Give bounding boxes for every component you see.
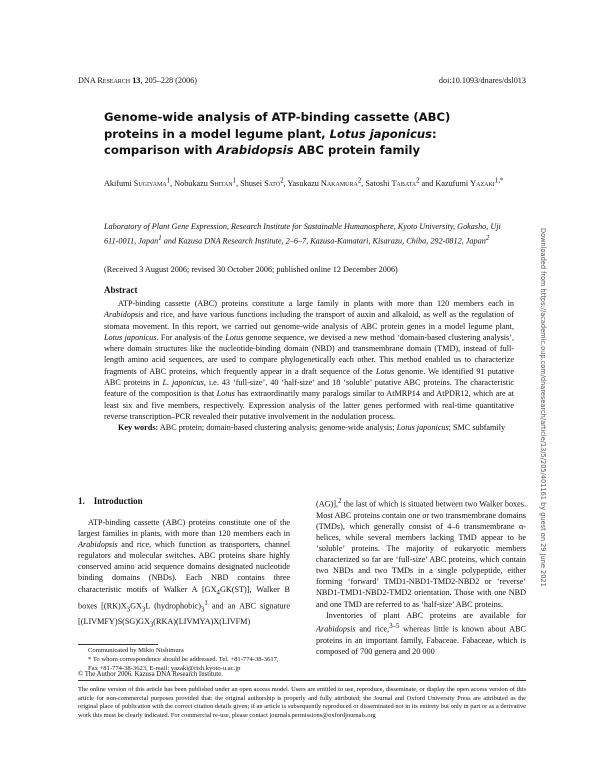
text: whereas little is known about ABC proteins in an important family, Fabaceae. Fabaceae, which is composed of 700 genera and 20 000 xyxy=(316,624,526,656)
download-watermark xyxy=(538,228,548,708)
section-title: Introduction xyxy=(93,496,143,506)
section-number: 1. xyxy=(78,496,85,506)
text-italic: Arabidopsis xyxy=(316,624,356,634)
correspondence-text: To whom correspondence should be addressed. Tel. +81-774-38-3617, Fax +81-774-38-3623, E-mail: yazaki@rish.kyoto-u.ac.jp xyxy=(88,656,279,672)
author-first: Kazufumi xyxy=(435,178,471,188)
author-4 xyxy=(287,179,365,188)
text: and rice, xyxy=(355,624,390,634)
author-3 xyxy=(240,179,287,188)
author-sep: , xyxy=(236,178,241,188)
abs-text: has extraordinarily many paralogs similar to AtMRP14 and AtPDR12, which are at least six and five members, respectively. Expression analysis of the latter genes performed with real-time quantitative reverse transcription–PCR revealed their putative involvement in the nodulation process. xyxy=(104,389,514,421)
open-access-notice: The online version of this article has been published under an open access model. Users are entitled to use, reproduce, disseminate, or display the open access version of this article for non-commercial purposes provided that: the original authorship is properly and fully attributed; the Journal and Oxford University Press are attributed as the original place of publication with the correct citation details given; if an article is subsequently reproduced or disseminated not in its entirety but only in part or as a derivative work this must be clearly indicated. For commercial re-use, please contact journals.permissions@oxfordjournals.org xyxy=(78,686,526,719)
doi-link[interactable]: doi:10.1093/dnares/dsl013 xyxy=(438,76,526,85)
title-species-1: Lotus japonicus xyxy=(329,126,433,141)
abs-text: genome sequence, we devised a new method ‘domain-based clustering analysis’, where domain structures like the nucleotide-binding domain (NBD) and transmembrane domain (TMD), instead of full-length amino acid sequences, are used to compare phylogenetically each other. This method enabled us to characterize fragments of ABC proteins, which frequently appear in a draft sequence of the xyxy=(104,332,515,376)
author-first: Akifumi xyxy=(104,178,134,188)
text: and an ABC signature [(LIVMFY)S(SG)GX xyxy=(78,602,290,626)
citation-ref[interactable]: 2 xyxy=(338,498,342,505)
text: Inventories of plant ABC proteins are available for xyxy=(326,610,526,620)
author-6 xyxy=(435,179,503,188)
intro-paragraph-1-cont xyxy=(316,496,526,610)
open-access-rule xyxy=(78,680,526,681)
author-5 xyxy=(365,179,435,188)
text-italic: Arabidopsis xyxy=(78,540,118,550)
author-last: Tabata xyxy=(391,178,417,188)
text: (AG)], xyxy=(316,499,339,509)
author-sep: , xyxy=(361,178,366,188)
subscript: 3 xyxy=(200,606,205,614)
abs-text: genome. We identified 91 putative ABC proteins in xyxy=(104,366,514,388)
text: L (hydrophobic) xyxy=(145,602,201,612)
affiliation-1: Laboratory of Plant Gene Expression, Research Institute for Sustainable Humanosphere, Kyoto University, Gokasho, Uji 611-0011, Japan xyxy=(104,222,501,246)
journal-volume: 13 xyxy=(132,76,141,85)
author-last: Sugiyama xyxy=(133,178,167,188)
affiliation xyxy=(104,221,514,248)
text: and rice, which function as transporters, channel regulators and molecular switches. ABC proteins share highly conserved amino acid sequence domains designated nucleotide binding domains (NBDs). Each NBD contains three characteristic motifs of Walker A [GX xyxy=(78,540,290,594)
keywords xyxy=(104,422,514,433)
keywords-italic: Lotus japonicus xyxy=(396,423,449,433)
subscript: 3 xyxy=(141,606,146,614)
affiliation-sup-2: 2 xyxy=(485,235,490,242)
text: (RKA)(LIVMYA)X(LIVFM) xyxy=(153,616,251,626)
author-sup: 2 xyxy=(280,177,284,184)
publication-dates: (Received 3 August 2006; revised 30 October 2006; published online 12 December 2006) xyxy=(104,265,398,274)
title-species-2: Arabidopsis xyxy=(216,143,294,157)
author-first: Yasukazu xyxy=(287,178,321,188)
abstract-paragraph xyxy=(104,298,514,422)
citation-ref[interactable]: 3–5 xyxy=(389,622,400,630)
communicated-by: Communicated by Mikio Nishimura xyxy=(88,647,184,654)
text: GX xyxy=(130,602,142,612)
keywords-label: Key words: xyxy=(118,423,159,433)
abs-text: ATP-binding cassette (ABC) proteins constitute a large family in plants with more than 120 members each in xyxy=(118,299,514,308)
author-list xyxy=(104,175,514,190)
footnote-rule xyxy=(78,644,158,645)
abs-text: and rice, and have various functions including the transport of auxin and alkaloid, as well as the regulation of stomata movement. In this report, we carried out genome-wide analysis of ABC protein genes in a model legume plant, xyxy=(104,310,514,331)
keywords-text: ; SMC subfamily xyxy=(448,423,506,433)
abs-italic: Arabidopsis xyxy=(104,310,144,320)
section-heading-introduction xyxy=(78,496,143,506)
journal-pages-year: , 205–228 (2006) xyxy=(140,76,197,85)
title-text-2: : comparison with xyxy=(104,126,437,157)
author-sep: , xyxy=(283,178,288,188)
journal-name: DNA Research xyxy=(78,76,131,85)
author-sep: and xyxy=(419,178,436,188)
abs-italic: Lotus xyxy=(376,366,395,376)
running-header-journal xyxy=(78,76,197,85)
abs-italic: Lotus japonicus xyxy=(104,332,157,342)
author-2 xyxy=(174,179,240,188)
intro-right-column xyxy=(316,496,526,657)
abs-text: . For analysis of the xyxy=(156,332,226,342)
author-sup: 1 xyxy=(166,177,171,184)
affiliation-2: and Kazusa DNA Research Institute, 2–6–7, Kazusa-Kamatari, Kisarazu, Chiba, 292-0812, Japan xyxy=(161,236,486,246)
copyright: © The Author 2006. Kazusa DNA Research Institute. xyxy=(78,671,223,678)
footnote-star: * xyxy=(88,656,92,663)
intro-paragraph-2 xyxy=(316,610,526,657)
download-watermark-text: Downloaded from https://academic.oup.com/dnaresearch/article/13/5/205/401161 by guest on 29 June 2021 xyxy=(539,228,547,587)
author-sup: 2 xyxy=(357,177,362,184)
abstract-heading: Abstract xyxy=(104,285,138,295)
author-sup: 1,* xyxy=(494,177,504,184)
author-sup: 1 xyxy=(232,177,237,184)
subscript: 3 xyxy=(149,621,154,629)
abs-italic: Lotus xyxy=(216,389,235,399)
abs-italic: L. japonicus xyxy=(162,378,204,388)
author-1 xyxy=(104,179,174,188)
abstract-body xyxy=(104,298,514,434)
intro-left-column xyxy=(78,517,290,631)
author-last: Sato xyxy=(264,178,281,188)
affiliation-sup-1: 1 xyxy=(158,235,162,242)
author-first: Satoshi xyxy=(365,178,392,188)
author-last: Nakamura xyxy=(320,178,358,188)
subscript: 4 xyxy=(216,589,220,597)
author-sup: 2 xyxy=(416,177,420,184)
abs-italic: Lotus xyxy=(225,332,244,342)
keywords-text: ABC protein; domain-based clustering analysis; genome-wide analysis; xyxy=(158,423,397,433)
author-sep: , xyxy=(170,178,175,188)
author-first: Shusei xyxy=(240,178,265,188)
intro-paragraph-1 xyxy=(78,517,290,631)
author-first: Nobukazu xyxy=(174,178,210,188)
title-text-1: Genome-wide analysis of ATP-binding cassette (ABC) proteins in a model legume plant, xyxy=(104,110,451,141)
text: the last of which is situated between two Walker boxes. Most ABC proteins contain one or two transmembrane domains (TMDs), which generally consist of 4–6 transmembrane α-helices, while several members lacking TMD appear to be ‘soluble’ proteins. The majority of eukaryotic members characterized so far are ‘full-size’ ABC proteins, which contain two NBDs and two TMDs in a single polypeptide, either forming ‘forward’ TMD1-NBD1-TMD2-NBD2 or ‘reverse’ NBD1-TMD1-NBD2-TMD2 orientation. Those with one NBD and one TMD are referred to as ‘half-size’ ABC proteins. xyxy=(316,499,526,609)
text: GK(ST)], Walker B boxes [(RK)X xyxy=(78,584,291,612)
author-last: Shitan xyxy=(209,178,233,188)
article-title xyxy=(104,109,504,159)
author-last: Yazaki xyxy=(470,178,495,188)
title-text-3: ABC protein family xyxy=(293,143,421,157)
citation-ref[interactable]: 1 xyxy=(204,600,208,608)
abs-text: , i.e. 43 ‘full-size’, 40 ‘half-size’ and 18 ‘soluble’ putative ABC proteins. The characteristic feature of the composition is that xyxy=(104,378,514,399)
text: ATP-binding cassette (ABC) proteins constitute one of the largest families in plants, with more than 120 members each in xyxy=(78,518,290,539)
footnote xyxy=(78,646,290,673)
subscript: 3 xyxy=(126,606,131,614)
